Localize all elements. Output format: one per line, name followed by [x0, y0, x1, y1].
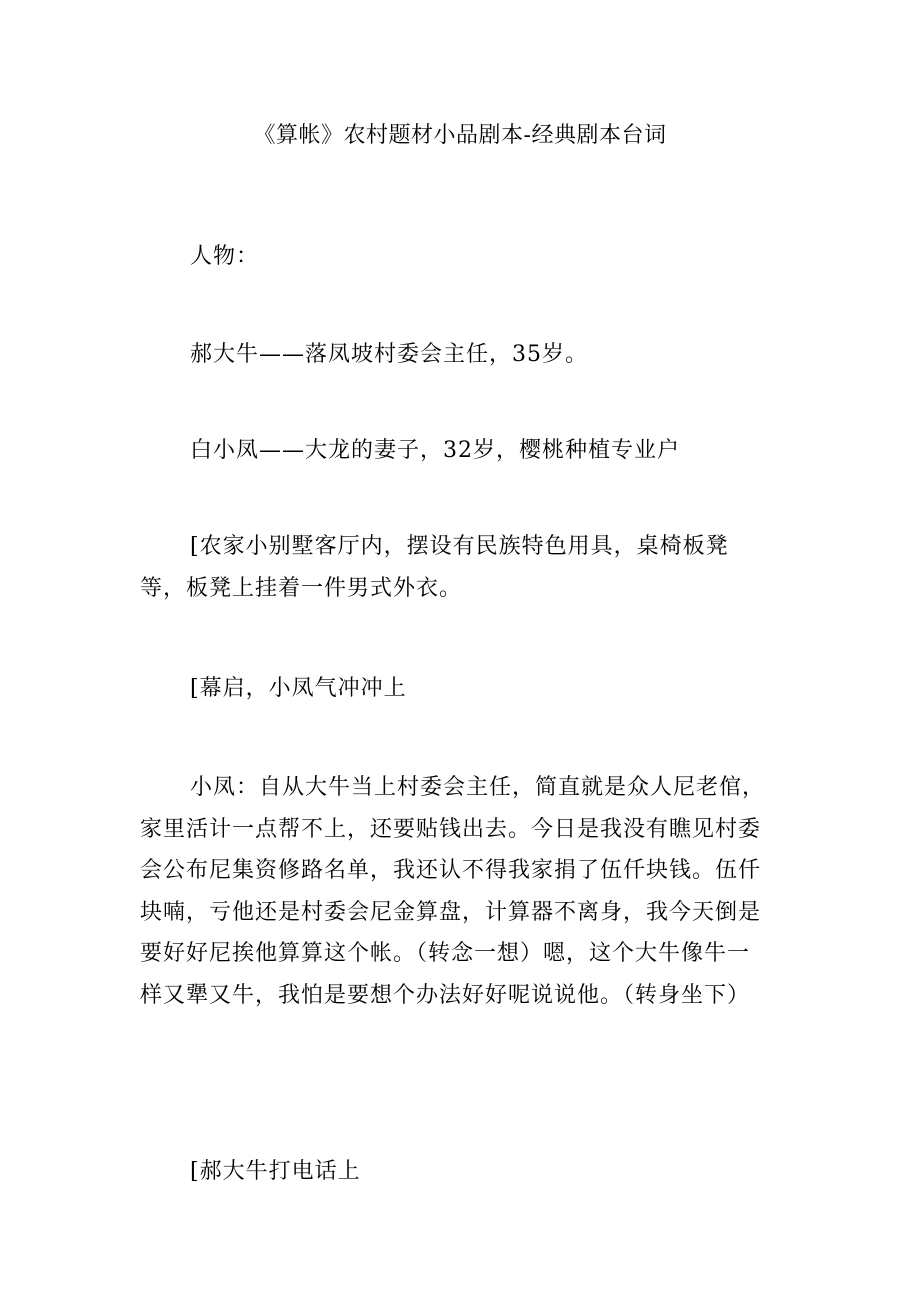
paragraph-daniu-enters: [郝大牛打电话上	[190, 1159, 361, 1184]
paragraph-characters-heading: 人物：	[190, 244, 260, 269]
paragraph-character-bai-xiaofeng: 白小凤——大龙的妻子，32岁，樱桃种植专业户	[190, 438, 680, 463]
document-title: 《算帐》农村题材小品剧本-经典剧本台词	[253, 123, 667, 148]
paragraph-xiaofeng-monologue: 小凤：自从大牛当上村委会主任，简直就是众人尼老倌，家里活计一点帮不上，还要贴钱出去。今日是我没有瞧见村委会公布尼集资修路名单，我还认不得我家捐了伍仟块钱。伍仟块喃，亏他还是村委会尼金算盘，计算器不离身，我今天倒是要好好尼挨他算算这个帐。（转念一想）嗯，这个大牛像牛一样又犟又牛，我怕是要想个办法好好呢说说他。（转身坐下）	[140, 775, 766, 1008]
paragraph-character-hao-daniu: 郝大牛——落凤坡村委会主任，35岁。	[190, 342, 588, 367]
paragraph-stage-setting: [农家小别墅客厅内，摆设有民族特色用具，桌椅板凳等，板凳上挂着一件男式外衣。	[140, 534, 729, 601]
paragraph-curtain-opens: [幕启，小凤气冲冲上	[190, 676, 407, 701]
